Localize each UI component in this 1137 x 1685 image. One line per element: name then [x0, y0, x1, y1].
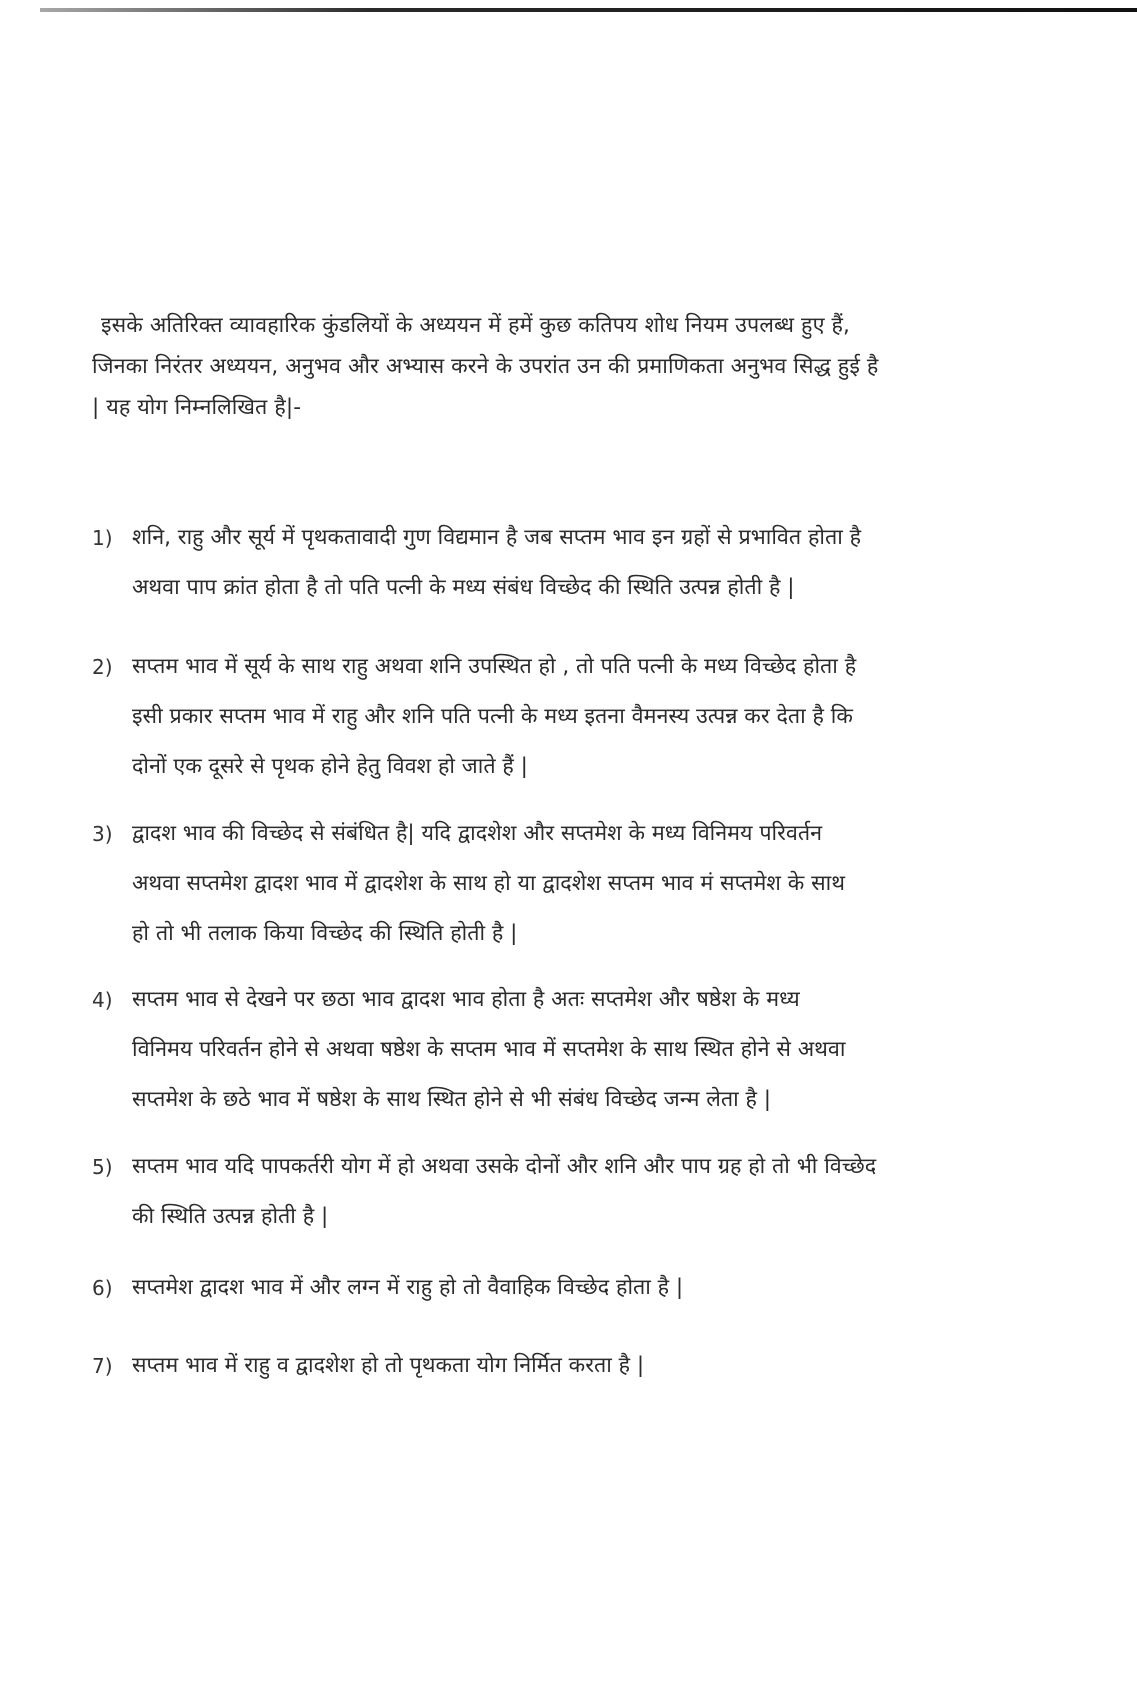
rule-number: 3): [92, 822, 113, 846]
rule-line: अथवा सप्तमेश द्वादश भाव में द्वादशेश के साथ हो या द्वादशेश सप्तम भाव मं सप्तमेश के साथ: [132, 871, 845, 896]
rule-number: 2): [92, 655, 113, 679]
rule-item: [92, 809, 845, 959]
rule-item: [92, 642, 856, 792]
rule-text: [92, 975, 845, 1125]
rule-line: सप्तमेश द्वादश भाव में और लग्न में राहु हो तो वैवाहिक विच्छेद होता है |: [132, 1275, 684, 1300]
rule-line: सप्तम भाव में राहु व द्वादशेश हो तो पृथकता योग निर्मित करता है |: [132, 1353, 645, 1378]
rule-line: सप्तमेश के छठे भाव में षष्ठेश के साथ स्थित होने से भी संबंध विच्छेद जन्म लेता है |: [132, 1087, 771, 1112]
rule-text: [92, 1341, 644, 1391]
rule-line: इसी प्रकार सप्तम भाव में राहु और शनि पति पत्नी के मध्य इतना वैमनस्य उत्पन्न कर देता है कि: [132, 704, 853, 729]
intro-line: इसके अतिरिक्त व्यावहारिक कुंडलियों के अध्ययन में हमें कुछ कतिपय शोध नियम उपलब्ध हुए हैं,: [101, 313, 850, 338]
rule-number: 1): [92, 526, 113, 550]
rule-line: शनि, राहु और सूर्य में पृथकतावादी गुण विद्यमान है जब सप्तम भाव इन ग्रहों से प्रभावित होता है: [132, 525, 862, 550]
rule-line: सप्तम भाव से देखने पर छठा भाव द्वादश भाव होता है अतः सप्तमेश और षष्ठेश के मध्य: [132, 987, 800, 1012]
rule-item: [92, 975, 845, 1125]
rule-text: [92, 1142, 876, 1242]
rule-text: [92, 809, 845, 959]
rule-line: हो तो भी तलाक किया विच्छेद की स्थिति होती है |: [132, 921, 518, 946]
rule-line: द्वादश भाव की विच्छेद से संबंधित है| यदि द्वादशेश और सप्तमेश के मध्य विनिमय परिवर्तन: [132, 821, 823, 846]
rule-text: [92, 642, 856, 792]
intro-line: | यह योग निम्नलिखित है|-: [92, 395, 302, 420]
rule-text: [92, 1263, 683, 1313]
rule-number: 7): [92, 1354, 113, 1378]
rule-text: [92, 513, 861, 613]
rule-item: [92, 1341, 644, 1391]
rule-item: [92, 1263, 683, 1313]
rule-line: की स्थिति उत्पन्न होती है |: [132, 1204, 329, 1229]
rule-item: [92, 1142, 876, 1242]
rule-line: दोनों एक दूसरे से पृथक होने हेतु विवश हो जाते हैं |: [132, 754, 528, 779]
rule-item: [92, 513, 861, 613]
intro-line: जिनका निरंतर अध्ययन, अनुभव और अभ्यास करने के उपरांत उन की प्रमाणिकता अनुभव सिद्ध हुई है: [92, 354, 879, 379]
rule-number: 4): [92, 988, 113, 1012]
rule-number: 5): [92, 1155, 113, 1179]
rule-line: सप्तम भाव यदि पापकर्तरी योग में हो अथवा उसके दोनों और शनि और पाप ग्रह हो तो भी विच्छेद: [132, 1154, 877, 1179]
rule-line: अथवा पाप क्रांत होता है तो पति पत्नी के मध्य संबंध विच्छेद की स्थिति उत्पन्न होती है |: [132, 575, 795, 600]
intro-paragraph: [92, 305, 1052, 428]
rule-line: सप्तम भाव में सूर्य के साथ राहु अथवा शनि उपस्थित हो , तो पति पत्नी के मध्य विच्छेद होता है: [132, 654, 857, 679]
scan-top-edge: [0, 0, 1137, 22]
rule-number: 6): [92, 1276, 113, 1300]
rule-line: विनिमय परिवर्तन होने से अथवा षष्ठेश के सप्तम भाव में सप्तमेश के साथ स्थित होने से अथवा: [132, 1037, 846, 1062]
